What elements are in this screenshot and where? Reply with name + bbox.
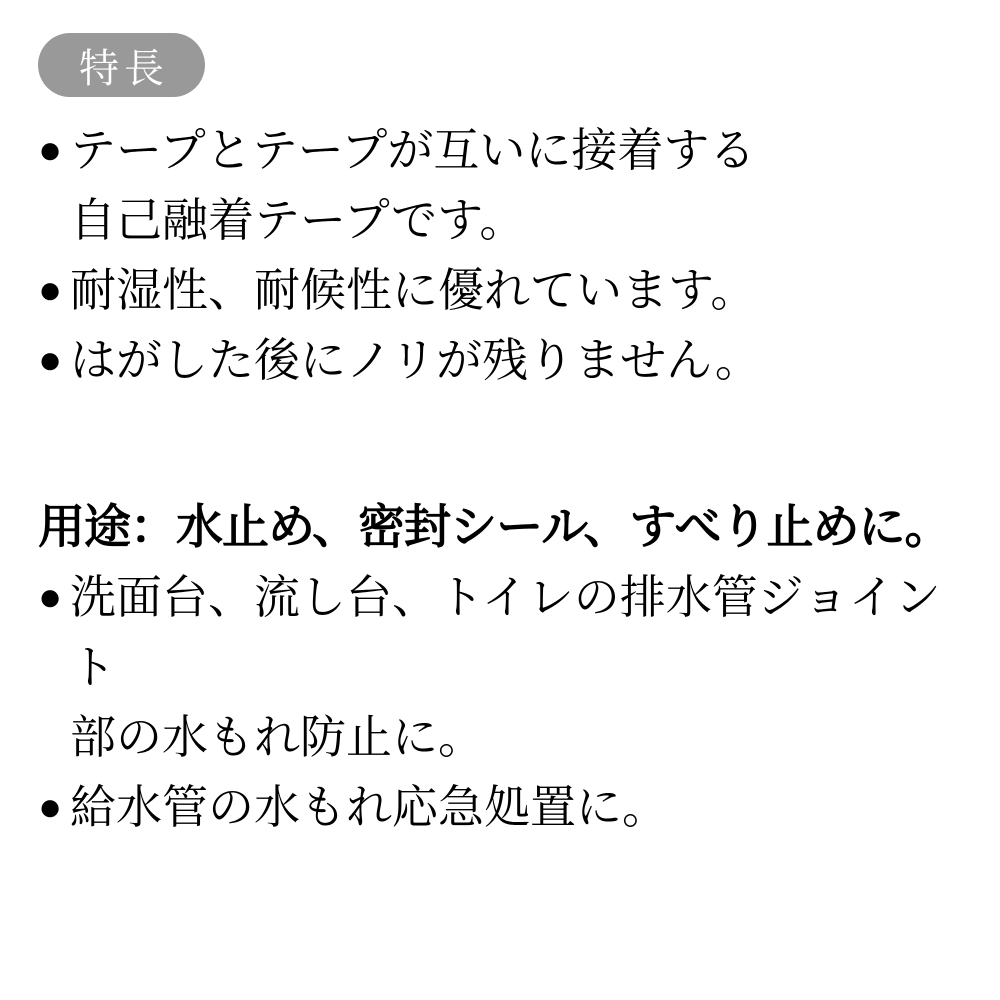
feature-line: 自己融着テープです。 — [70, 194, 526, 246]
feature-item — [38, 325, 980, 395]
feature-text — [70, 115, 980, 255]
feature-text — [70, 325, 980, 395]
use-text — [70, 772, 980, 842]
feature-line: 耐湿性、耐候性に優れています。 — [70, 264, 757, 316]
uses-list — [38, 562, 980, 842]
bullet-icon: ● — [38, 268, 63, 312]
bullet-icon: ● — [38, 575, 63, 619]
feature-line: テープとテープが互いに接着する — [70, 124, 756, 176]
features-list — [38, 115, 980, 395]
feature-item — [38, 115, 980, 255]
feature-item — [38, 255, 980, 325]
use-item — [38, 562, 980, 772]
bullet-icon: ● — [38, 128, 63, 172]
features-badge: 特長 — [38, 33, 205, 97]
use-item — [38, 772, 980, 842]
bullet-icon: ● — [38, 785, 63, 829]
feature-line: はがした後にノリが残りません。 — [70, 334, 761, 386]
feature-text — [70, 255, 980, 325]
use-line: 給水管の水もれ応急処置に。 — [70, 781, 668, 833]
bullet-icon: ● — [38, 338, 63, 382]
use-line: 洗面台、流し台、トイレの排水管ジョイント — [70, 571, 941, 693]
use-text — [70, 562, 980, 772]
uses-heading: 用途：水止め、密封シール、すべり止めに。 — [38, 500, 951, 553]
use-line: 部の水もれ防止に。 — [70, 711, 484, 763]
